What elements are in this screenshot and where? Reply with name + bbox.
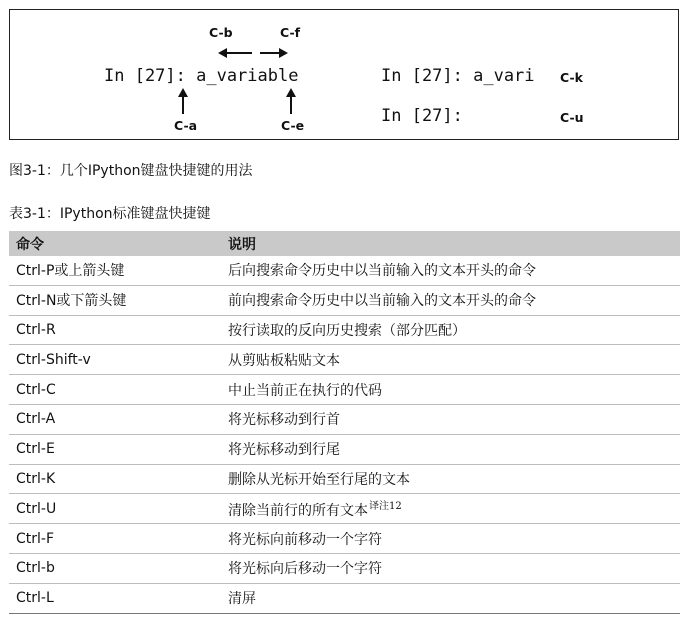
table-row bbox=[9, 316, 680, 346]
description-text: 将光标向前移动一个字符 bbox=[228, 531, 382, 548]
description-cell bbox=[228, 558, 680, 578]
description-text: 删除从光标开始至行尾的文本 bbox=[228, 471, 410, 488]
command-cell: Ctrl-R bbox=[16, 321, 56, 338]
description-cell bbox=[228, 529, 680, 549]
table-row bbox=[9, 465, 680, 495]
header-command: 命令 bbox=[16, 236, 44, 253]
up-arrow-icon bbox=[177, 88, 189, 114]
table-row bbox=[9, 435, 680, 465]
description-text: 中止当前正在执行的代码 bbox=[228, 382, 382, 399]
shortcut-table bbox=[9, 231, 680, 614]
translator-note: 译注12 bbox=[369, 501, 402, 513]
description-cell bbox=[228, 350, 680, 370]
key-label-cu: C-u bbox=[560, 110, 584, 125]
code-line-left: In [27]: a_variable bbox=[104, 66, 299, 86]
command-cell: Ctrl-E bbox=[16, 441, 55, 458]
key-label-ck: C-k bbox=[560, 70, 583, 85]
command-cell: Ctrl-P或上箭头键 bbox=[16, 263, 125, 280]
description-cell bbox=[228, 380, 680, 400]
table-body bbox=[9, 256, 680, 614]
table-row bbox=[9, 345, 680, 375]
header-description: 说明 bbox=[228, 236, 256, 253]
description-cell bbox=[228, 497, 680, 520]
table-caption: 表3-1：IPython标准键盘快捷键 bbox=[9, 206, 211, 222]
up-arrow-icon bbox=[285, 88, 297, 114]
table-row bbox=[9, 286, 680, 316]
code-line-right-2: In [27]: bbox=[381, 106, 463, 126]
command-cell: Ctrl-A bbox=[16, 411, 56, 428]
description-text: 按行读取的反向历史搜索（部分匹配） bbox=[228, 322, 466, 339]
table-row bbox=[9, 524, 680, 554]
table-row bbox=[9, 494, 680, 524]
figure-caption: 图3-1：几个IPython键盘快捷键的用法 bbox=[9, 163, 253, 179]
table-row bbox=[9, 584, 680, 614]
description-cell bbox=[228, 588, 680, 608]
code-line-right-1: In [27]: a_vari bbox=[381, 66, 535, 86]
description-text: 清除当前行的所有文本 bbox=[228, 503, 368, 520]
description-text: 前向搜索命令历史中以当前输入的文本开头的命令 bbox=[228, 293, 536, 310]
command-cell: Ctrl-N或下箭头键 bbox=[16, 293, 127, 310]
description-text: 清屏 bbox=[228, 591, 256, 608]
key-label-cf: C-f bbox=[280, 25, 301, 40]
command-cell: Ctrl-C bbox=[16, 381, 56, 398]
command-cell: Ctrl-Shift-v bbox=[16, 351, 91, 368]
description-text: 将光标移动到行首 bbox=[228, 412, 340, 429]
command-cell: Ctrl-U bbox=[16, 500, 57, 517]
key-label-ca: C-a bbox=[174, 118, 198, 133]
table-row bbox=[9, 256, 680, 286]
description-cell bbox=[228, 260, 680, 280]
description-text: 后向搜索命令历史中以当前输入的文本开头的命令 bbox=[228, 263, 536, 280]
description-cell bbox=[228, 409, 680, 429]
description-cell bbox=[228, 320, 680, 340]
description-text: 将光标移动到行尾 bbox=[228, 442, 340, 459]
table-header bbox=[9, 231, 680, 256]
description-cell bbox=[228, 469, 680, 489]
table-row bbox=[9, 405, 680, 435]
description-text: 从剪贴板粘贴文本 bbox=[228, 352, 340, 369]
command-cell: Ctrl-L bbox=[16, 590, 54, 607]
table-row bbox=[9, 554, 680, 584]
table-row bbox=[9, 375, 680, 405]
key-label-cb: C-b bbox=[209, 25, 233, 40]
command-cell: Ctrl-F bbox=[16, 530, 55, 547]
key-label-ce: C-e bbox=[281, 118, 305, 133]
description-cell bbox=[228, 290, 680, 310]
description-cell bbox=[228, 439, 680, 459]
left-right-arrows-icon bbox=[218, 46, 288, 60]
command-cell: Ctrl-b bbox=[16, 560, 55, 577]
description-text: 将光标向后移动一个字符 bbox=[228, 561, 382, 578]
command-cell: Ctrl-K bbox=[16, 470, 56, 487]
figure-box bbox=[9, 9, 679, 140]
